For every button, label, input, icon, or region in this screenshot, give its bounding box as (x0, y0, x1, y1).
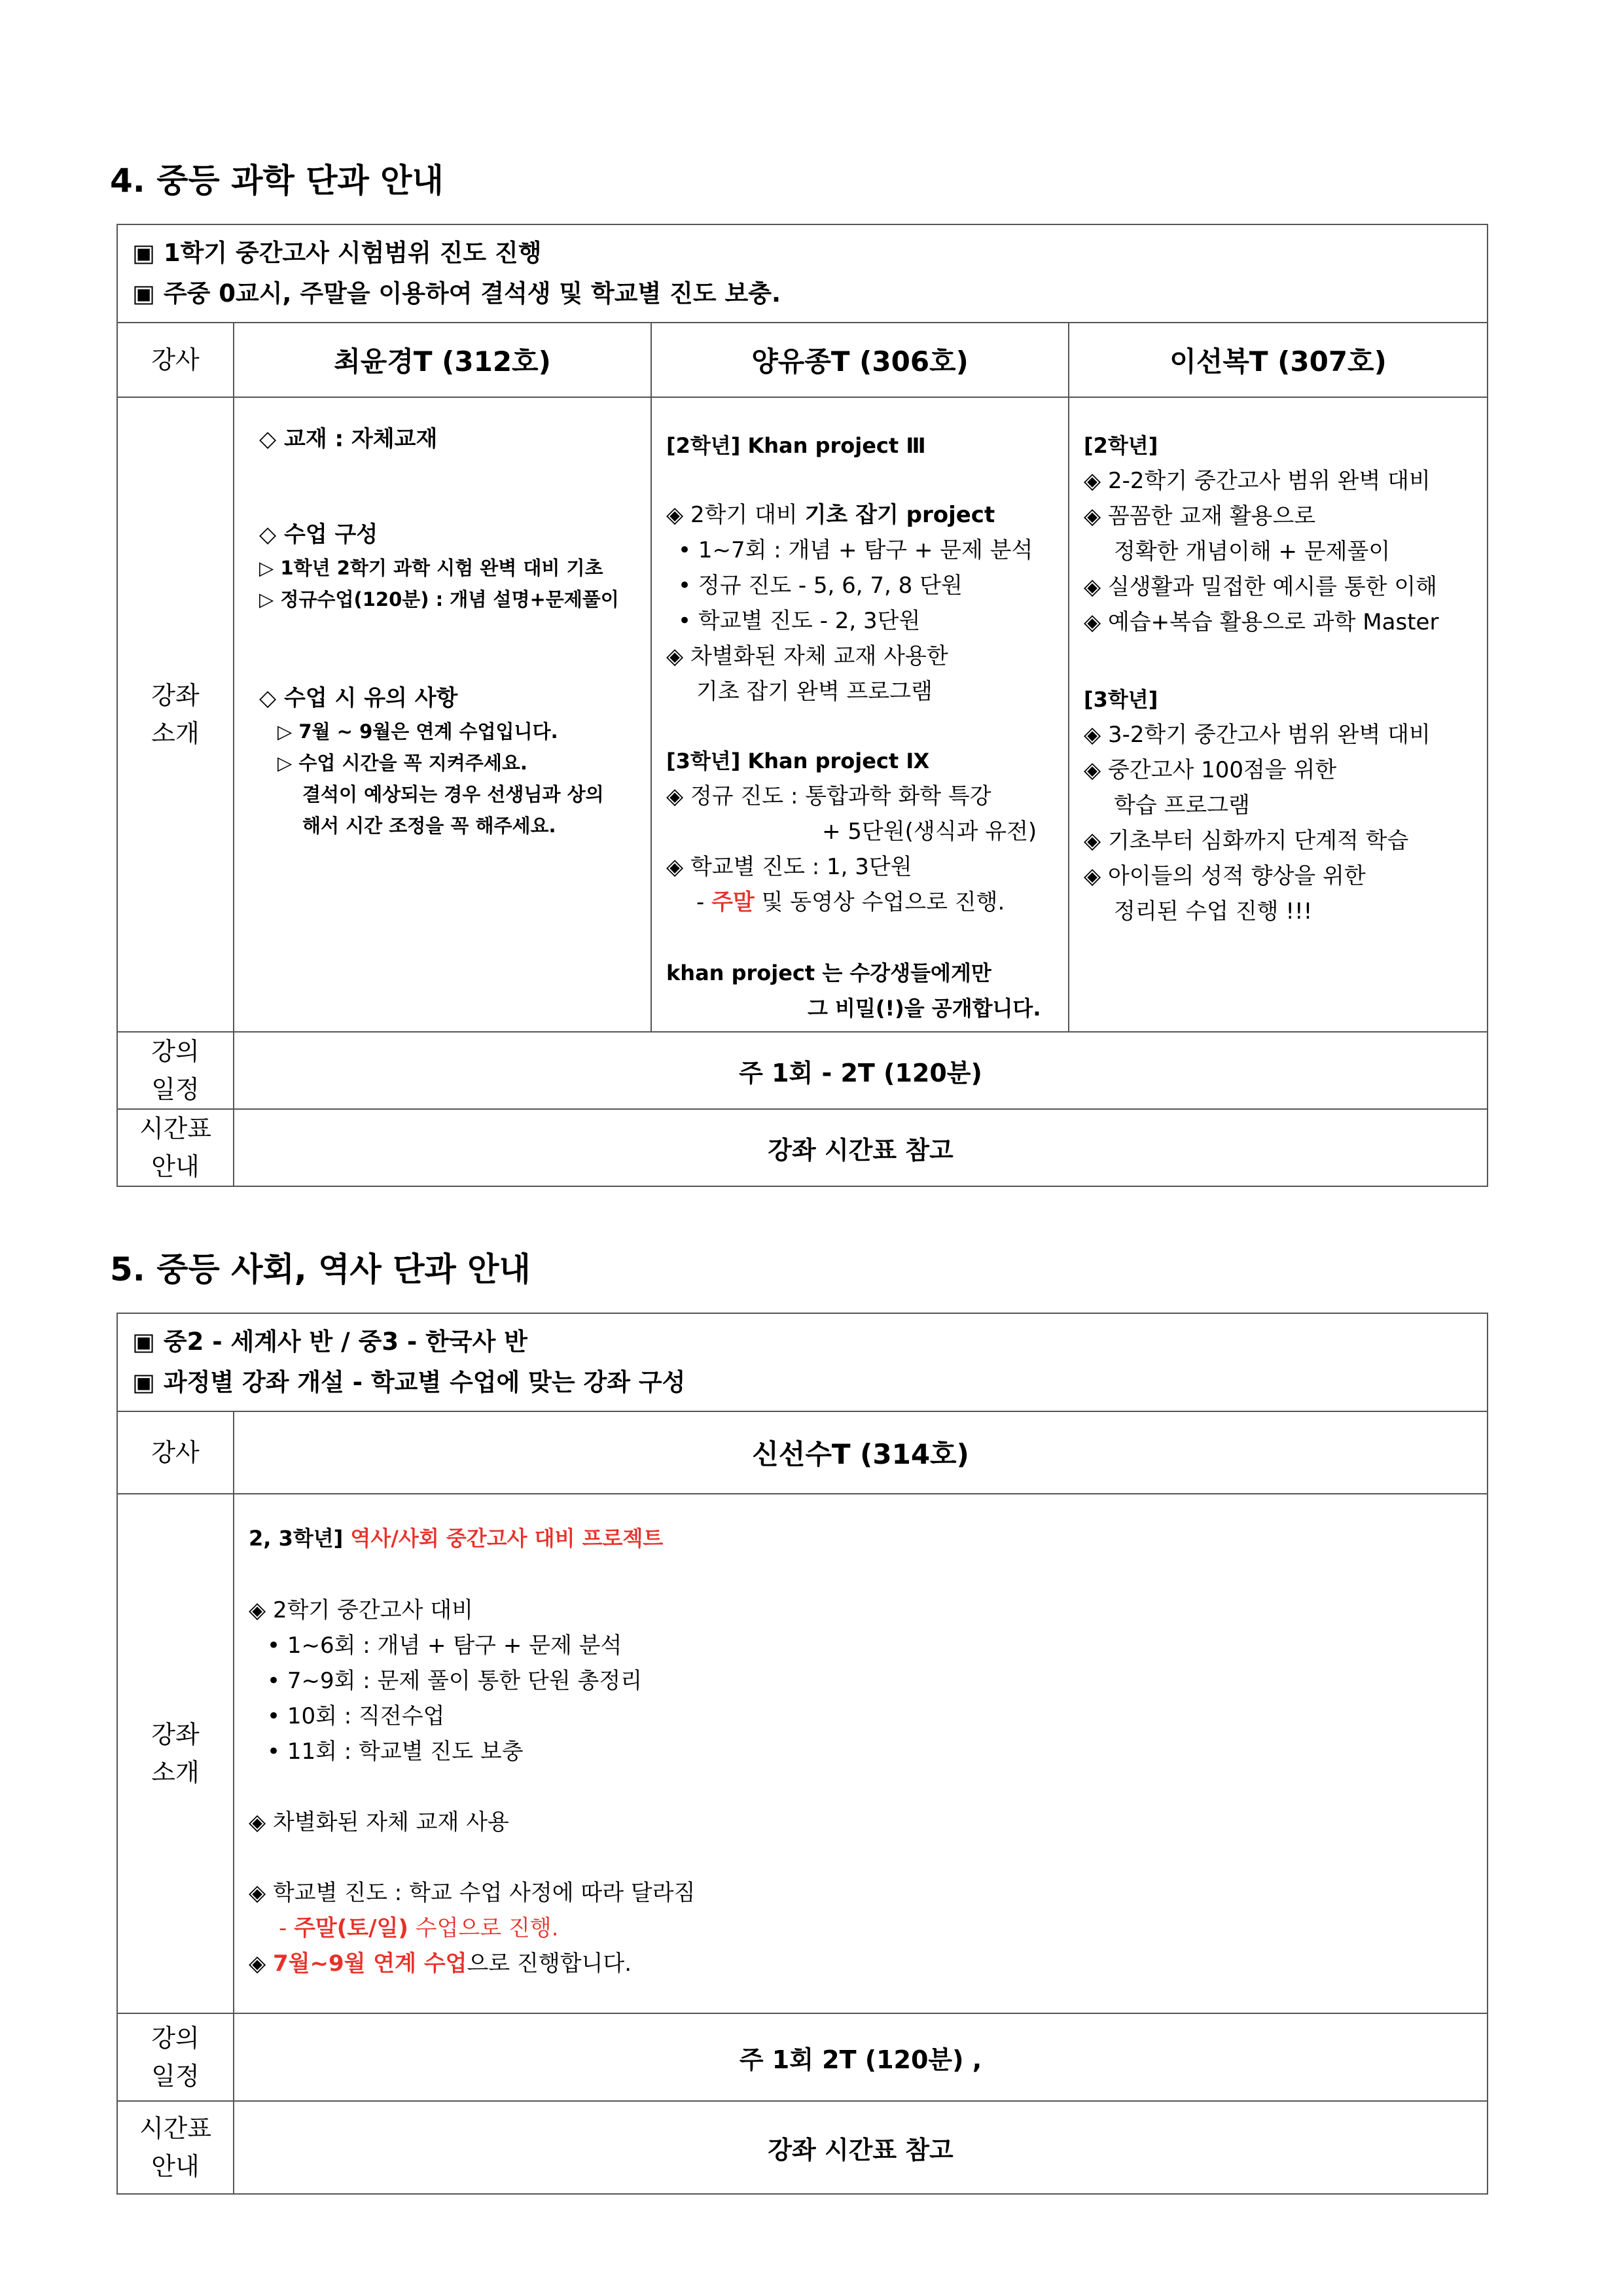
teacher-yang: 양유종T (306호) (651, 323, 1069, 397)
lee-grade3-line4: ◈ 기초부터 심화까지 단계적 학습 (1084, 828, 1409, 854)
lee-grade3-line5: ◈ 아이들의 성적 향상을 위한 (1084, 863, 1366, 889)
yang-grade3-line2: + 5단원(생식과 유전) (822, 819, 1037, 845)
lee-grade3-line3: 학습 프로그램 (1114, 792, 1250, 819)
shin-line6: ◈ 차별화된 자체 교재 사용 (249, 1809, 509, 1835)
lee-grade2-line5: ◈ 예습+복습 활용으로 과학 Master (1084, 609, 1439, 635)
social-schedule: 주 1회 2T (120분) , (234, 2013, 1488, 2101)
lee-grade3-line6: 정리된 수업 진행 !!! (1114, 898, 1313, 925)
intro-shin (234, 1494, 1488, 2013)
science-notice-1: ▣ 1학기 중간고사 시험범위 진도 진행 (132, 239, 542, 267)
lee-grade3-line1: ◈ 3-2학기 중간고사 범위 완벽 대비 (1084, 722, 1431, 748)
lee-grade2-line2: ◈ 꼼꼼한 교재 활용으로 (1084, 503, 1316, 529)
teacher-lee: 이선복T (307호) (1069, 323, 1488, 397)
social-notice-2: ▣ 과정별 강좌 개설 - 학교별 수업에 맞는 강좌 구성 (132, 1368, 686, 1396)
timetable-label: 시간표 안내 (117, 2101, 234, 2194)
yang-grade3-line1: ◈ 정규 진도 : 통합과학 화학 특강 (666, 783, 991, 809)
lee-grade3-line2: ◈ 중간고사 100점을 위한 (1084, 757, 1337, 783)
intro-label: 강좌 소개 (117, 397, 234, 1032)
lee-grade2-line4: ◈ 실생활과 밀접한 예시를 통한 이해 (1084, 574, 1438, 600)
teacher-choi: 최윤경T (312호) (234, 323, 651, 397)
schedule-label: 강의 일정 (117, 1032, 234, 1109)
intro-yang (651, 397, 1069, 1032)
yang-grade2-line4: • 학교별 진도 - 2, 3단원 (678, 608, 921, 634)
shin-line7: ◈ 학교별 진도 : 학교 수업 사정에 따라 달라짐 (249, 1880, 696, 1906)
shin-title: 2, 3학년] 역사/사회 중간고사 대비 프로젝트 (249, 1526, 664, 1551)
lee-grade2-title: [2학년] (1084, 433, 1158, 458)
intro-lee (1069, 397, 1488, 1032)
lee-grade2-line1: ◈ 2-2학기 중간고사 범위 완벽 대비 (1084, 468, 1431, 494)
teacher-label: 강사 (117, 323, 234, 397)
science-notice-box (117, 224, 1488, 323)
choi-note-1: ▷ 7월 ~ 9월은 연계 수업입니다. (277, 720, 558, 743)
social-notice-1: ▣ 중2 - 세계사 반 / 중3 - 한국사 반 (132, 1328, 528, 1356)
shin-line1: ◈ 2학기 중간고사 대비 (249, 1597, 473, 1623)
yang-grade3-line4: - 주말 및 동영상 수업으로 진행. (696, 889, 1005, 915)
timetable-label: 시간표 안내 (117, 1109, 234, 1186)
yang-secret-1: khan project 는 수강생들에게만 (666, 961, 991, 985)
yang-secret-2: 그 비밀(!)을 공개합니다. (808, 996, 1041, 1021)
lee-grade3-title: [3학년] (1084, 687, 1158, 712)
social-timetable: 강좌 시간표 참고 (234, 2101, 1488, 2194)
science-course-table (116, 224, 1488, 1187)
choi-note-4: 해서 시간 조정을 꼭 해주세요. (302, 815, 556, 837)
choi-structure-1: ▷ 1학년 2학기 과학 시험 완벽 대비 기초 (259, 557, 603, 579)
shin-line2: • 1~6회 : 개념 + 탐구 + 문제 분석 (267, 1633, 622, 1659)
choi-textbook: ◇ 교재 : 자체교재 (259, 426, 438, 452)
section-4-title: 4. 중등 과학 단과 안내 (110, 162, 444, 200)
yang-grade3-line3: ◈ 학교별 진도 : 1, 3단원 (666, 854, 912, 880)
shin-line3: • 7~9회 : 문제 풀이 통한 단원 총정리 (267, 1668, 643, 1694)
social-history-course-table (116, 1313, 1488, 2195)
yang-grade2-line2: • 1~7회 : 개념 + 탐구 + 문제 분석 (678, 537, 1033, 563)
teacher-label: 강사 (117, 1411, 234, 1494)
teacher-shin: 신선수T (314호) (234, 1411, 1488, 1494)
lee-grade2-line3: 정확한 개념이해 + 문제풀이 (1114, 539, 1391, 565)
choi-notes-title: ◇ 수업 시 유의 사항 (259, 685, 458, 711)
shin-line5: • 11회 : 학교별 진도 보충 (267, 1739, 524, 1765)
intro-label: 강좌 소개 (117, 1494, 234, 2013)
choi-structure-title: ◇ 수업 구성 (259, 521, 378, 548)
yang-grade2-line3: • 정규 진도 - 5, 6, 7, 8 단원 (678, 573, 963, 599)
schedule-label: 강의 일정 (117, 2013, 234, 2101)
yang-grade2-line1: ◈ 2학기 대비 기초 잡기 project (666, 502, 995, 528)
section-5-title: 5. 중등 사회, 역사 단과 안내 (110, 1250, 531, 1288)
shin-line4: • 10회 : 직전수업 (267, 1703, 445, 1729)
science-schedule: 주 1회 - 2T (120분) (234, 1032, 1488, 1109)
choi-note-3: 결석이 예상되는 경우 선생님과 상의 (302, 783, 604, 805)
yang-grade2-line6: 기초 잡기 완벽 프로그램 (696, 679, 933, 705)
intro-choi (234, 397, 651, 1032)
choi-structure-2: ▷ 정규수업(120분) : 개념 설명+문제풀이 (259, 588, 619, 610)
choi-note-2: ▷ 수업 시간을 꼭 지켜주세요. (277, 752, 527, 774)
yang-grade2-line5: ◈ 차별화된 자체 교재 사용한 (666, 643, 948, 669)
yang-grade3-title: [3학년] Khan project Ⅸ (666, 749, 930, 773)
shin-line9: ◈ 7월~9월 연계 수업으로 진행합니다. (249, 1951, 632, 1977)
social-notice-box (117, 1313, 1488, 1411)
science-timetable: 강좌 시간표 참고 (234, 1109, 1488, 1186)
shin-line8: - 주말(토/일) 수업으로 진행. (279, 1915, 559, 1941)
yang-grade2-title: [2학년] Khan project Ⅲ (666, 433, 926, 458)
science-notice-2: ▣ 주중 0교시, 주말을 이용하여 결석생 및 학교별 진도 보충. (132, 279, 781, 308)
